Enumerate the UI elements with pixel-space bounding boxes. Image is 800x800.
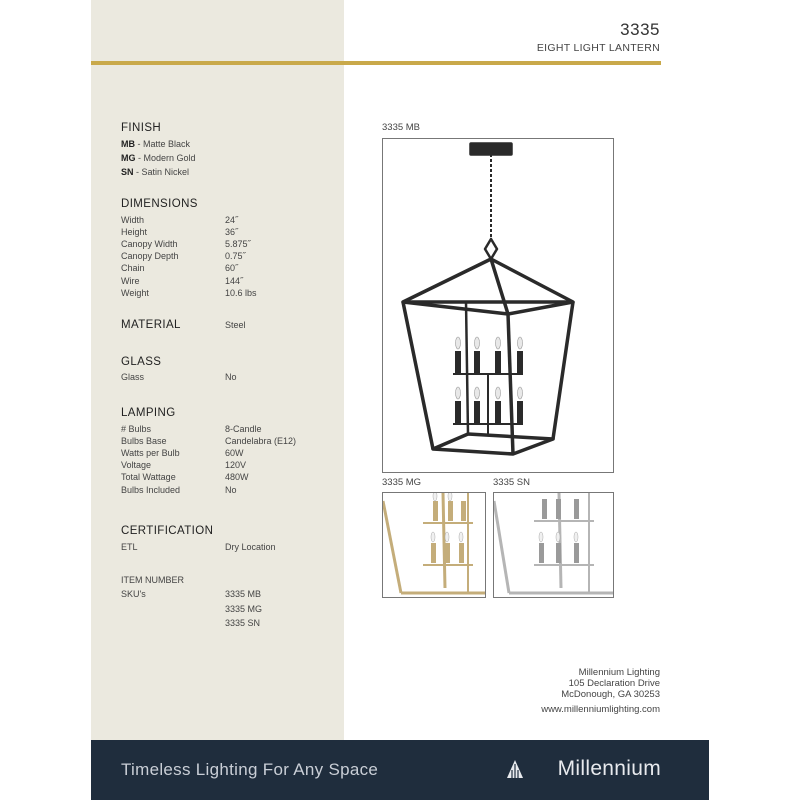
material-title: MATERIAL: [121, 319, 181, 331]
company-website[interactable]: www.millenniumlighting.com: [541, 704, 660, 715]
footer-banner: [91, 740, 709, 800]
finish-item: MG - Modern Gold: [121, 153, 196, 163]
sku-label: SKU's: [121, 589, 146, 599]
lamping-row: Voltage 120V: [121, 460, 247, 470]
sku-item: 3335 MB: [225, 589, 262, 599]
certification-row: ETL Dry Location: [121, 542, 276, 552]
main-product-image: [382, 138, 614, 473]
footer-brand: Millennium: [557, 757, 661, 780]
item-number-title: ITEM NUMBER: [121, 575, 184, 585]
dimensions-title: DIMENSIONS: [121, 198, 198, 210]
company-city: McDonough, GA 30253: [561, 689, 660, 700]
header-divider: [91, 61, 661, 65]
dimension-row: Weight 10.6 lbs: [121, 288, 257, 298]
dimension-row: Width 24˝: [121, 215, 239, 225]
lamping-row: Bulbs Included No: [121, 485, 237, 495]
lamping-row: Total Wattage 480W: [121, 472, 249, 482]
sn-image-label: 3335 SN: [493, 477, 530, 488]
certification-title: CERTIFICATION: [121, 525, 214, 537]
lamping-row: Bulbs Base Candelabra (E12): [121, 436, 297, 446]
lamping-row: # Bulbs 8-Candle: [121, 424, 262, 434]
material-value: Steel: [225, 320, 246, 330]
finish-item: MB - Matte Black: [121, 139, 191, 149]
glass-row: Glass No: [121, 372, 237, 382]
sku-item: 3335 MG: [225, 604, 263, 614]
finish-title: FINISH: [121, 122, 162, 134]
product-name: EIGHT LIGHT LANTERN: [536, 42, 660, 54]
product-number: 3335: [620, 20, 660, 39]
dimension-row: Canopy Width 5.875˝: [121, 239, 251, 249]
spec-panel: [91, 0, 344, 740]
mg-product-image: [382, 492, 486, 598]
millennium-logo-icon: [506, 759, 524, 779]
dimension-row: Chain 60˝: [121, 263, 239, 273]
lamping-title: LAMPING: [121, 407, 176, 419]
dimension-row: Wire 144˝: [121, 276, 244, 286]
main-image-label: 3335 MB: [382, 122, 421, 133]
sn-product-image: [493, 492, 614, 598]
mg-image-label: 3335 MG: [382, 477, 422, 488]
company-street: 105 Declaration Drive: [568, 678, 660, 689]
sku-item: 3335 SN: [225, 618, 261, 628]
footer-tagline: Timeless Lighting For Any Space: [121, 760, 379, 779]
finish-item: SN - Satin Nickel: [121, 167, 190, 177]
lamping-row: Watts per Bulb 60W: [121, 448, 244, 458]
dimension-row: Canopy Depth 0.75˝: [121, 251, 246, 261]
glass-title: GLASS: [121, 356, 162, 368]
dimension-row: Height 36˝: [121, 227, 239, 237]
company-name: Millennium Lighting: [578, 667, 660, 678]
